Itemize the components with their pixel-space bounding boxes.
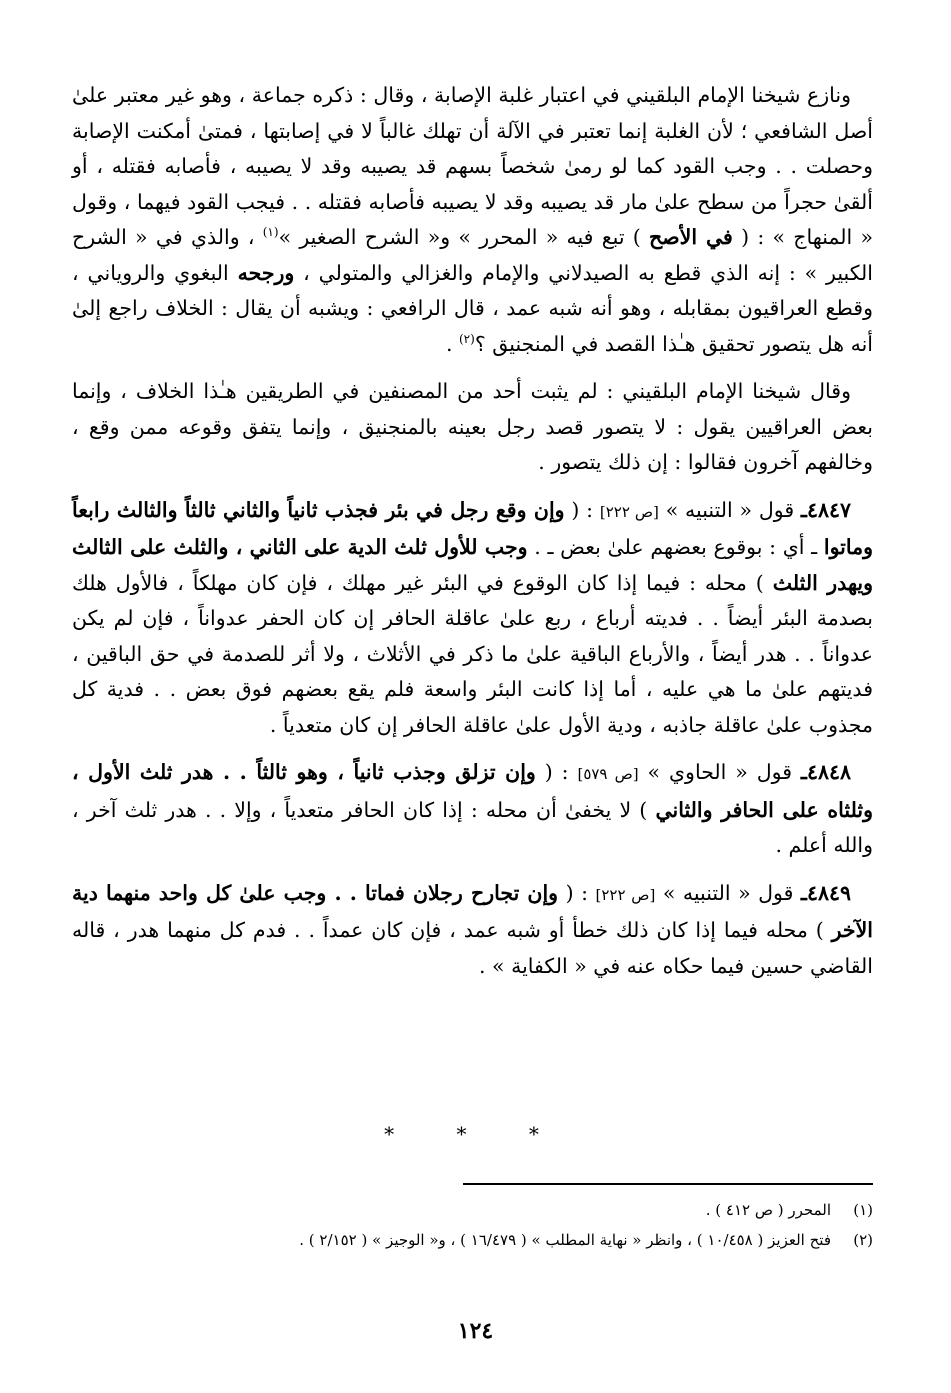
body-text: قول « التنبيه » xyxy=(655,880,801,905)
bold-text: في الأصح xyxy=(649,225,733,249)
body-text: ) محله فيما إذا كان ذلك خطأ أو شبه عمد ، فإن كان عمداً . . فدم كل منهما هدر ، قاله القاضي حسين فيما حكاه عنه في « الكفاية » . xyxy=(72,918,873,978)
bold-text: وإن تزلق وجذب ثانياً ، وهو ثالثاً . . هدر ثلث الأول ، وثلثاه على الحافر والثاني xyxy=(72,760,873,822)
bold-text: وجب للأول ثلث الدية على الثاني ، والثلث على الثالث ويهدر الثلث xyxy=(72,535,873,595)
body-text: : ( xyxy=(558,880,596,905)
bold-text: وإن وقع رجل في بئر فجذب ثانياً والثاني ثالثاً والثالث رابعاً وماتوا xyxy=(72,497,873,559)
footnote-1 xyxy=(72,1195,873,1225)
bold-text: ورجحه xyxy=(237,260,295,285)
paragraph xyxy=(72,755,873,864)
main-text xyxy=(72,78,873,996)
body-text: ) محله : فيما إذا كان الوقوع في البئر غير مهلك ، فإن كان مهلكاً ، فالأول هلك بصدمة البئر أيضاً . . فديته أرباع ، ربع علىٰ عاقلة الحافر إن كان الحفر عدواناً ، فإن لم يكن عدواناً . . هدر أيضاً ، والأرباع الباقية علىٰ ما ذكر في الأثلاث ، ولا أثر للصدمة في حق الباقين ، فديتهم علىٰ ما هي عليه ، أما إذا كانت البئر واسعة فلم يقع بعضهم فوق بعض . . فدية كل مجذوب علىٰ عاقلة جاذبه ، ودية الأول علىٰ عاقلة الحافر إن كان متعدياً . xyxy=(72,570,873,737)
body-text: وقال شيخنا الإمام البلقيني : لم يثبت أحد من المصنفين في الطريقين هـٰذا الخلاف ، وإنما بعض العراقيين يقول : لا يتصور قصد رجل بعينه بالمنجنيق ، وإنما يتفق وقوعه ممن وقع ، وخالفهم آخرون فقالوا : إن ذلك يتصور . xyxy=(72,379,873,474)
body-text: ـ أي : بوقوع بعضهم علىٰ بعض ـ . xyxy=(527,535,824,559)
paragraph xyxy=(72,78,873,362)
footnote-divider xyxy=(463,1183,873,1185)
bold-text: وإن تجارح رجلان فماتا . . وجب علىٰ كل واحد منهما دية الآخر xyxy=(72,880,873,942)
body-text: قول « التنبيه » xyxy=(658,497,801,522)
section-separator: * * * xyxy=(384,1122,567,1146)
footnote-text: فتح العزيز ( ١٠/٤٥٨ ) ، وانظر « نهاية المطلب » ( ١٦/٤٧٩ ) ، و« الوجيز » ( ٢/١٥٢ ) . xyxy=(299,1231,831,1249)
bold-text: ٤٨٤٩ـ xyxy=(800,880,851,905)
paragraph xyxy=(72,876,873,985)
footnote-marker: (١) xyxy=(262,225,279,240)
body-text: البغوي والروياني ، وقطع العراقيون بمقابله ، وهو أنه شبه عمد ، قال الرافعي : ويشبه أن يقال : الخلاف راجع إلىٰ أنه هل يتصور تحقيق هـٰذا القصد في المنجنيق ؟ xyxy=(72,260,873,356)
footnote-number: (١) xyxy=(853,1201,873,1219)
footnote-text: المحرر ( ص ٤١٢ ) . xyxy=(705,1201,831,1219)
bold-text: ٤٨٤٧ـ xyxy=(800,497,851,522)
body-text: : ( xyxy=(564,497,600,522)
bold-text: ٤٨٤٨ـ xyxy=(800,760,851,784)
body-text: . xyxy=(445,331,459,356)
paragraph xyxy=(72,493,873,744)
paragraph xyxy=(72,374,873,481)
body-text: قول « الحاوي » xyxy=(638,760,801,784)
footnote-2 xyxy=(72,1225,873,1255)
body-text: ) لا يخفىٰ أن محله : إذا كان الحافر متعدياً ، وإلا . . هدر ثلث آخر ، والله أعلم . xyxy=(72,797,873,857)
page-reference: [ص ٥٧٩] xyxy=(577,765,639,783)
footnote-number: (٢) xyxy=(853,1231,873,1249)
body-text: ، والذي في « الشرح الكبير » : إنه الذي قطع به الصيدلاني والإمام والغزالي والمتولي ، xyxy=(72,225,873,285)
page-number: ١٢٤ xyxy=(457,1318,494,1344)
body-text: ونازع شيخنا الإمام البلقيني في اعتبار غلبة الإصابة ، وقال : ذكره جماعة ، وهو غير معتبر علىٰ أصل الشافعي ؛ لأن الغلبة إنما تعتبر في الآلة أن تهلك غالباً لا في إصابتها ، فمتىٰ أمكنت الإصابة وحصلت . . وجب القود كما لو رمىٰ شخصاً بسهم قد يصيبه وقد لا يصيبه ، فأصابه فقتله ، أو ألقىٰ حجراً من سطح علىٰ مار قد يصيبه وقد لا يصيبه فأصابه فقتله . . فيجب القود فيهما ، وقول « المنهاج » : ( xyxy=(72,83,873,249)
page-reference: [ص ٢٢٢] xyxy=(599,502,659,521)
page-reference: [ص ٢٢٢] xyxy=(595,885,656,904)
body-text: ) تبع فيه « المحرر » و« الشرح الصغير » xyxy=(278,225,650,249)
footnote-marker: (٢) xyxy=(458,331,475,346)
footnotes xyxy=(72,1195,873,1255)
body-text: : ( xyxy=(535,760,578,784)
